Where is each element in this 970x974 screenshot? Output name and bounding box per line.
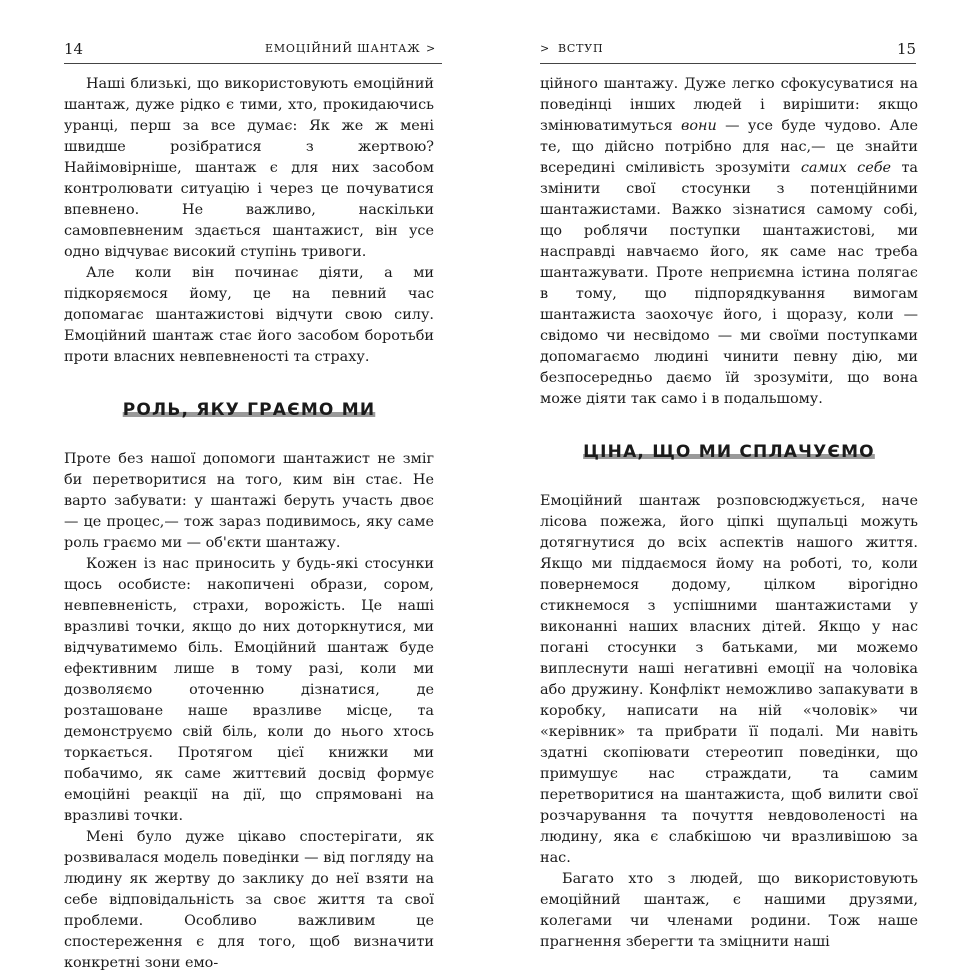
left-section-heading-text: РОЛЬ, ЯКУ ГРАЄМО МИ — [122, 400, 376, 420]
left-header-rule — [64, 63, 442, 64]
left-body — [64, 74, 434, 974]
right-paragraph-1-part-a: ційного шантажу. Дуже легко сфокусуватися на поведінці інших людей і вирішити: якщо змінюватимуться — [540, 76, 918, 134]
right-paragraph-1-emphasis-1: вони — [680, 118, 717, 134]
left-paragraph-4: Кожен із нас приносить у будь-які стосунки щось особисте: накопичені образи, сором, невпевненість, страхи, ворожість. Це наші вразливі точки, якщо до них доторкнутися, ми відчуватимемо біль. Емоційний шантаж буде ефективним лише в тому разі, коли ми дозволяємо оточенню дізнатися, де розташоване наше вразливе місце, та демонструємо свій біль, коли до нього хтось торкається. Протягом цієї книжки ми побачимо, як саме життєвий досвід формує емоційні реакції на дії, що спрямовані на вразливі точки. — [64, 556, 434, 824]
left-paragraph-5: Мені було дуже цікаво спостерігати, як розвивалася модель поведінки — від погляду на людину як жертву до заклику до неї взяти на себе відповідальність за своє життя та свої проблеми. Особливо важливим це спостереження є для того, щоб визначити конкретні зони емо- — [64, 829, 434, 971]
right-paragraph-1 — [540, 74, 918, 410]
right-running-head: ВСТУП — [558, 42, 604, 55]
left-page — [0, 0, 485, 971]
right-section-heading — [540, 442, 918, 463]
right-body — [540, 74, 918, 953]
right-section-heading-text: ЦІНА, ЩО МИ СПЛАЧУЄМО — [583, 442, 875, 462]
left-paragraph-1: Наші близькі, що використовують емоційний шантаж, дуже рідко є тими, хто, прокидаючись уранці, перш за все думає: Як же ж мені швидше розібратися з жертвою? Найімовірніше, шантаж є для них засобом контролювати ситуацію і через це почуватися впевнено. Не важливо, наскільки самовпевненим здається шантажист, він усе одно відчуває високий ступінь тривоги. — [64, 76, 434, 260]
right-paragraph-1-part-b: — усе буде чудово. Але те, що дійсно потрібно для нас,— це знайти всередині сміливість зрозуміти — [540, 118, 919, 176]
left-paragraph-2: Але коли він починає діяти, а ми підкоряємося йому, це на певний час допомагає шантажистові відчути свою силу. Емоційний шантаж стає його засобом боротьби проти власних невпевненості та страху. — [64, 265, 434, 365]
right-header-rule — [540, 63, 916, 64]
right-paragraph-1-part-c: та змінити свої стосунки з потенційними шантажистами. Важко зізнатися самому собі, що роблячи поступки шантажистові, ми насправді навчаємо його, як саме нас треба шантажувати. Проте неприємна істина полягає в тому, що підпорядкування вимогам шантажиста заохочує його, і щоразу, коли — свідомо чи несвідомо — ми своїми поступками допомагаємо людині чинити певну дію, ми безпосередньо даємо їй зрозуміти, що вона може діяти так само і в подальшому. — [540, 160, 918, 407]
right-header — [485, 42, 970, 62]
left-header-arrow: > — [426, 42, 437, 55]
left-running-head: ЕМОЦІЙНИЙ ШАНТАЖ — [265, 42, 421, 55]
right-paragraph-3: Багато хто з людей, що використовують емоційний шантаж, є нашими друзями, колегами чи членами родини. Тож наше прагнення зберегти та зміцнити наші — [540, 871, 918, 950]
left-page-number: 14 — [64, 40, 84, 58]
right-paragraph-1-emphasis-2: самих себе — [800, 160, 892, 176]
left-section-heading — [64, 400, 434, 421]
right-header-arrow: > — [540, 42, 551, 55]
right-page — [485, 0, 970, 950]
right-paragraph-2: Емоційний шантаж розповсюджується, наче лісова пожежа, його ціпкі щупальці можуть дотягнутися до всіх аспектів нашого життя. Якщо ми піддаємося йому на роботі, то, коли повернемося додому, цілком вірогідно стикнемося з успішними шантажистами у виконанні наших власних дітей. Якщо у нас погані стосунки з батьками, ми можемо виплеснути наші негативні емоції на чоловіка або дружину. Конфлікт неможливо запакувати в коробку, написати на ній «чоловік» чи «керівник» та прибрати її подалі. Ми навіть здатні скопіювати стереотип поведінки, що примушує нас страждати, та самим перетворитися на шантажиста, щоб вилити свої розчарування та почуття невдоволеності на людину, яка є слабкішою чи вразливішою за нас. — [540, 493, 918, 866]
left-header — [0, 42, 485, 62]
right-page-number: 15 — [897, 40, 917, 58]
left-paragraph-3: Проте без нашої допомоги шантажист не зміг би перетворитися на того, ким він стає. Не варто забувати: у шантажі беруть участь двоє — це процес,— тож зараз подивимось, яку саме роль граємо ми — об'єкти шантажу. — [64, 451, 434, 551]
